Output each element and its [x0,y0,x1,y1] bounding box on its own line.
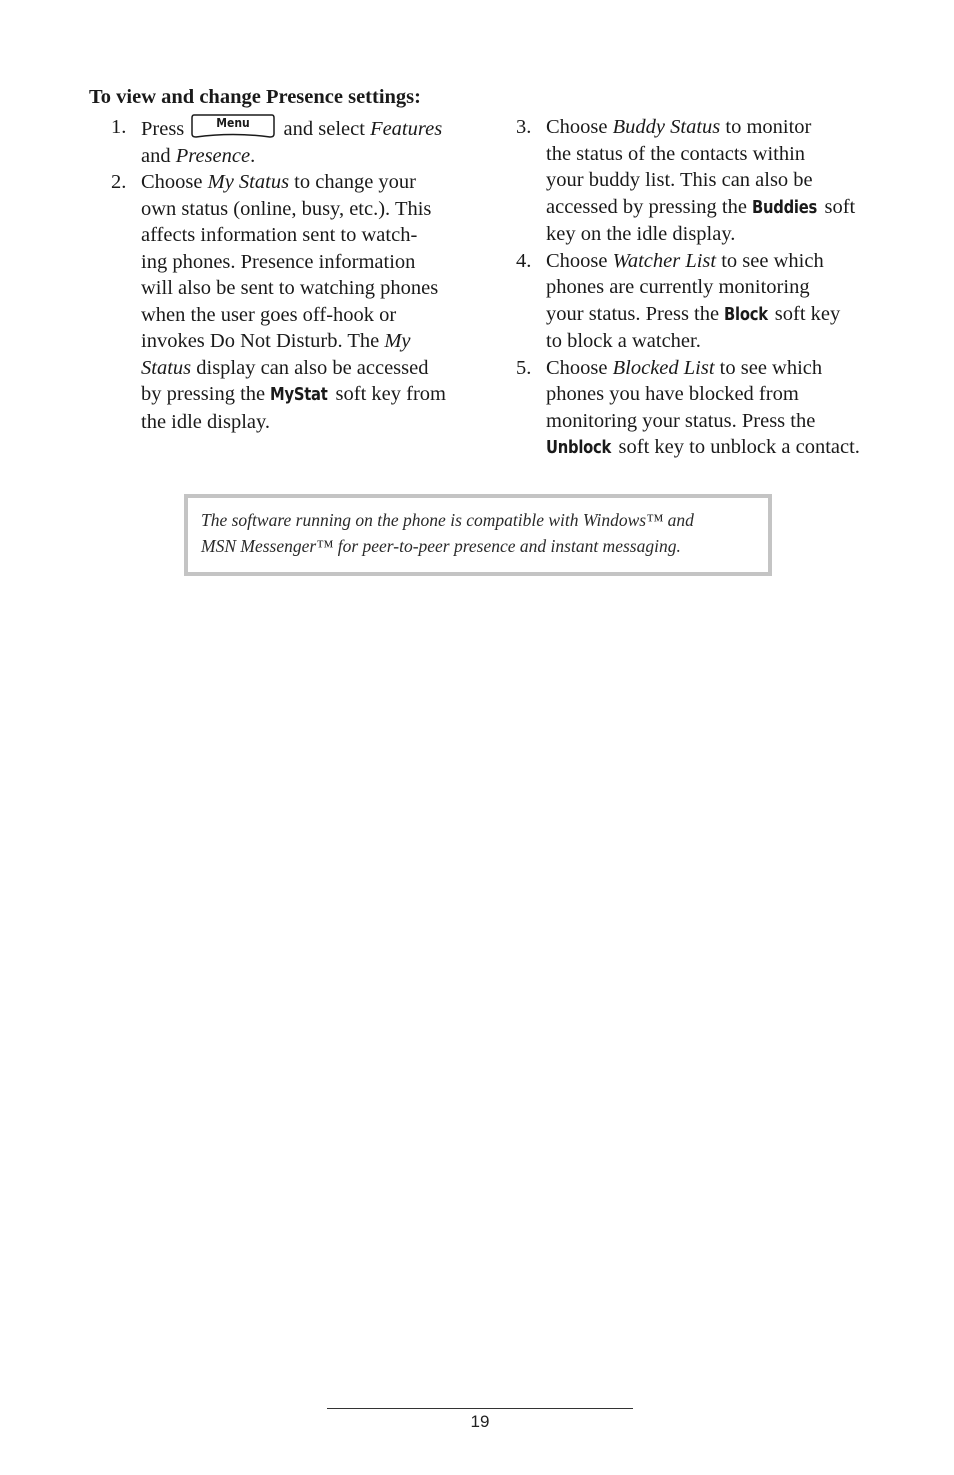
step-1 [111,114,471,169]
step-text-fragment: and [141,144,176,167]
step-2 [111,169,471,435]
step-text-line: phones you have blocked from [546,383,799,405]
footer-divider [327,1408,633,1409]
step-text-italic: Buddy Status [612,116,721,138]
step-text-fragment: and select [278,118,371,140]
step-text-italic: Features [370,118,443,140]
left-column [111,114,471,435]
step-text-line: ing phones. Presence information [141,250,416,273]
step-text-line: when the user goes off-hook or [141,303,397,326]
step-number: 4. [516,249,532,272]
step-text-line: key on the idle display. [546,223,736,245]
step-text [546,114,916,248]
step-number: 1. [111,116,127,138]
step-text-line: the idle display. [141,410,271,433]
menu-key-icon [191,114,275,138]
step-text-line: phones are currently monitoring [546,276,810,298]
step-text-fragment: display can also be accessed [191,356,429,379]
step-text [141,114,471,169]
step-text-line: will also be sent to watching phones [141,277,439,299]
step-text-italic: Status [141,356,192,379]
step-5 [516,355,916,462]
step-text-fragment: by pressing the [141,383,271,405]
step-text-fragment: to monitor [720,116,812,138]
step-text-fragment: Choose [141,171,208,193]
step-text-fragment: . [250,144,256,167]
step-text-fragment: your status. Press the [546,302,725,325]
step-text-line: the status of the contacts within [546,142,806,165]
step-text-fragment: to see which [714,356,823,379]
step-text-italic: Presence [175,144,251,167]
step-number: 5. [516,356,532,379]
step-text-line: own status (online, busy, etc.). This [141,197,432,220]
step-text [141,169,471,435]
step-text-line: monitoring your status. Press the [546,409,816,432]
page-number: 19 [470,1412,490,1431]
step-text-fragment: soft [819,195,856,218]
step-text-italic: Blocked List [612,356,715,379]
step-3 [516,114,916,248]
step-text-fragment: soft key [769,302,841,325]
step-text-fragment: accessed by pressing the [546,195,753,218]
unblock-softkey-label: Unblock [546,437,612,458]
step-4 [516,248,916,355]
step-text-fragment: Choose [546,249,613,272]
step-text-fragment: soft key to unblock a contact. [613,436,860,458]
mystat-softkey-label: MyStat [270,384,328,405]
step-text-fragment: to change your [289,171,416,193]
step-text-italic: Watcher List [612,249,717,272]
section-heading: To view and change Presence settings: [89,86,421,108]
note-line: MSN Messenger™ for peer-to-peer presence and instant messaging. [201,536,681,556]
step-text [546,355,916,462]
step-text-fragment: Choose [546,356,613,379]
menu-key-label: Menu [216,116,251,130]
step-text-fragment: Press [141,118,190,140]
step-text-italic: My Status [207,171,290,193]
buddies-softkey-label: Buddies [752,196,818,218]
step-text-line: to block a watcher. [546,330,701,352]
step-number: 2. [111,171,127,193]
step-text-italic: My [384,330,411,352]
note-line: The software running on the phone is compatible with Windows™ and [201,510,694,530]
step-text-fragment: Choose [546,116,613,138]
step-text-fragment: to see which [716,249,824,272]
step-number: 3. [516,116,532,138]
step-text-line: your buddy list. This can also be [546,169,813,191]
block-softkey-label: Block [724,303,769,325]
step-text-fragment: soft key from [330,383,446,405]
step-text-line: affects information sent to watch- [141,224,418,246]
step-text-fragment: invokes Do Not Disturb. The [141,330,385,352]
note-box [184,494,772,576]
step-text [546,248,916,355]
right-column [516,114,916,462]
